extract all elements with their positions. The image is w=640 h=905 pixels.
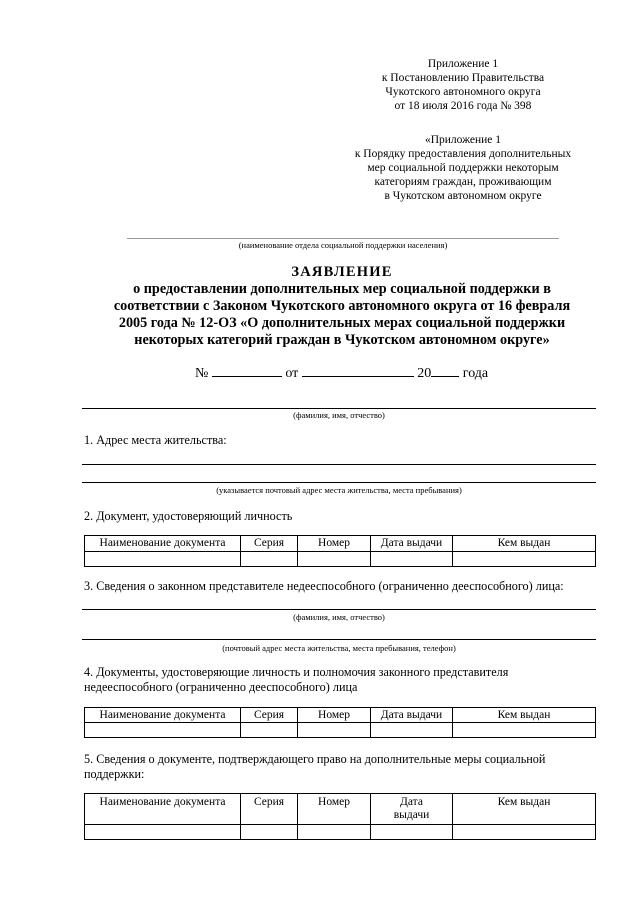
table-header-cell: Кем выдан	[453, 794, 596, 825]
table-cell[interactable]	[241, 552, 298, 567]
appendix-1-line: к Постановлению Правительства	[381, 72, 545, 84]
entitlement-document-table	[84, 793, 596, 840]
table-header-cell: Номер	[298, 536, 371, 552]
title-line: 2005 года № 12-ОЗ «О дополнительных мерах социальной поддержки	[118, 315, 566, 331]
section-4-label-line: недееспособного (ограниченно дееспособного) лица	[84, 680, 358, 694]
representative-address-line[interactable]	[82, 639, 596, 640]
table-cell[interactable]	[85, 552, 241, 567]
table-header-cell: Наименование документа	[85, 708, 241, 723]
representative-document-table	[84, 707, 596, 738]
department-field-line[interactable]	[127, 238, 559, 239]
table-cell[interactable]	[85, 723, 241, 738]
department-caption: (наименование отдела социальной поддержки населения)	[238, 240, 448, 250]
number-label: №	[195, 366, 209, 381]
title-line: некоторых категорий граждан в Чукотском автономном округе»	[134, 332, 550, 348]
applicant-fio-line[interactable]	[82, 408, 596, 409]
title-line: соответствии с Законом Чукотского автономного округа от 16 февраля	[113, 298, 571, 314]
representative-fio-line[interactable]	[82, 609, 596, 610]
appendix-1-line: Приложение 1	[427, 58, 499, 70]
table-cell[interactable]	[371, 552, 453, 567]
table-header-cell: Кем выдан	[453, 708, 596, 723]
title-heading: ЗАЯВЛЕНИЕ	[291, 264, 393, 280]
address-line-1[interactable]	[82, 464, 596, 465]
date-header-line: Дата	[400, 796, 423, 808]
number-date-line	[195, 364, 488, 382]
representative-address-caption: (почтовый адрес места жительства, места пребывания, телефон)	[222, 643, 456, 653]
document-title	[82, 264, 602, 349]
table-cell[interactable]	[298, 723, 371, 738]
section-3-label: 3. Сведения о законном представителе недееспособного (ограниченно дееспособного) лица:	[84, 579, 564, 593]
address-caption: (указывается почтовый адрес места жительства, места пребывания)	[216, 485, 462, 495]
number-field[interactable]	[212, 364, 282, 377]
section-1-label: 1. Адрес места жительства:	[84, 433, 227, 447]
table-header-cell: Кем выдан	[453, 536, 596, 552]
table-header-cell: Наименование документа	[85, 794, 241, 825]
table-cell[interactable]	[298, 552, 371, 567]
table-header-cell: Номер	[298, 794, 371, 825]
table-header-cell: Серия	[241, 708, 298, 723]
date-field[interactable]	[302, 364, 414, 377]
appendix-1-block	[333, 57, 593, 113]
section-5-label	[84, 752, 545, 782]
appendix-2-line: категориям граждан, проживающим	[374, 176, 552, 188]
identity-document-table	[84, 535, 596, 567]
appendix-2-line: мер социальной поддержки некоторым	[367, 162, 559, 174]
appendix-2-line: в Чукотском автономном округе	[384, 190, 542, 202]
table-header-cell-date	[371, 794, 453, 825]
appendix-2-block	[333, 133, 593, 203]
table-cell[interactable]	[453, 723, 596, 738]
table-cell[interactable]	[241, 723, 298, 738]
table-header-cell: Дата выдачи	[371, 536, 453, 552]
section-4-label-line: 4. Документы, удостоверяющие личность и полномочия законного представителя	[84, 665, 509, 679]
from-label: от	[285, 366, 299, 381]
appendix-1-line: Чукотского автономного округа	[385, 86, 541, 98]
table-header-cell: Серия	[241, 536, 298, 552]
section-4-label	[84, 665, 508, 695]
applicant-fio-caption: (фамилия, имя, отчество)	[293, 410, 385, 420]
section-5-label-line: поддержки:	[84, 767, 145, 781]
date-header-line: выдачи	[393, 809, 430, 821]
year-suffix: года	[462, 366, 489, 381]
table-cell[interactable]	[85, 825, 241, 840]
table-cell[interactable]	[241, 825, 298, 840]
table-cell[interactable]	[453, 825, 596, 840]
table-cell[interactable]	[298, 825, 371, 840]
section-2-label: 2. Документ, удостоверяющий личность	[84, 509, 293, 523]
address-line-2[interactable]	[82, 482, 596, 483]
table-cell[interactable]	[371, 723, 453, 738]
table-header-cell: Номер	[298, 708, 371, 723]
section-5-label-line: 5. Сведения о документе, подтверждающего право на дополнительные меры социальной	[84, 752, 546, 766]
appendix-1-line: от 18 июля 2016 года № 398	[394, 100, 532, 112]
representative-fio-caption: (фамилия, имя, отчество)	[293, 612, 385, 622]
table-cell[interactable]	[371, 825, 453, 840]
table-header-cell: Дата выдачи	[371, 708, 453, 723]
year-prefix: 20	[417, 366, 432, 381]
table-header-cell: Наименование документа	[85, 536, 241, 552]
appendix-2-line: к Порядку предоставления дополнительных	[354, 148, 572, 160]
table-cell[interactable]	[453, 552, 596, 567]
title-line: о предоставлении дополнительных мер социальной поддержки в	[133, 281, 551, 297]
table-header-cell: Серия	[241, 794, 298, 825]
year-field[interactable]	[431, 364, 459, 377]
appendix-2-line: «Приложение 1	[424, 134, 502, 146]
